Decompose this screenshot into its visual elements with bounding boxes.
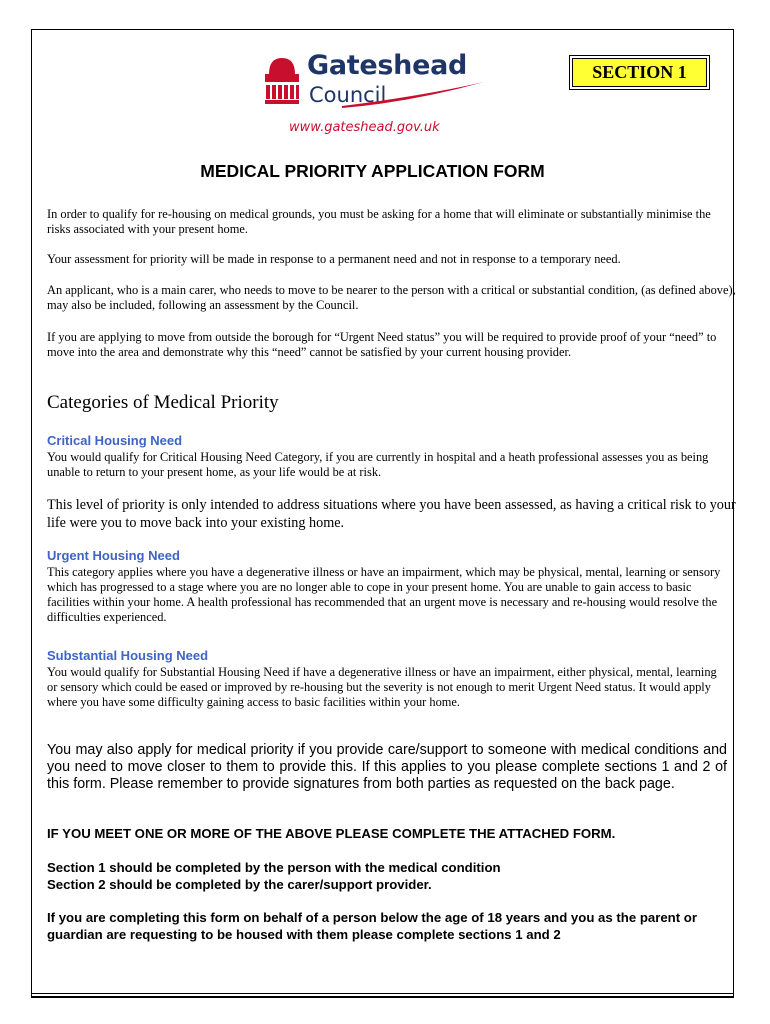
urgent-need-text: This category applies where you have a degenerative illness or have an impairment, which may be physical, mental, learning or sensory which has progressed to a stage where you are no longer able to cope in your present home. You are unable to gain access to basic facilities within your home. A health professional has recommended that an urgent move is necessary and re-housing would resolve the difficulties experienced.	[47, 565, 721, 624]
categories-heading: Categories of Medical Priority	[47, 392, 279, 413]
page-bottom-rule	[31, 993, 734, 998]
section2-instruction: Section 2 should be completed by the carer/support provider.	[47, 877, 432, 892]
urgent-need-heading: Urgent Housing Need	[47, 548, 180, 563]
intro-paragraph-4: If you are applying to move from outside the borough for “Urgent Need status” you will be required to provide proof of your “need” to move into the area and demonstrate why this “need” cannot be satisfied by your current housing provider.	[47, 330, 717, 359]
section1-instruction: Section 1 should be completed by the person with the medical condition	[47, 860, 501, 875]
intro-paragraph-3: An applicant, who is a main carer, who needs to move to be nearer to the person with a critical or substantial condition, (as defined above), may also be included, following an assessment by the Council.	[47, 283, 736, 312]
council-name-line1: Gateshead	[307, 50, 468, 81]
council-name-line2: Council	[309, 83, 387, 107]
complete-form-instruction: IF YOU MEET ONE OR MORE OF THE ABOVE PLEASE COMPLETE THE ATTACHED FORM.	[47, 826, 616, 841]
page-title: MEDICAL PRIORITY APPLICATION FORM	[200, 161, 545, 181]
critical-need-note: This level of priority is only intended to address situations where you have been assessed, as having a critical risk to your life were you to move back into your existing home.	[47, 497, 736, 531]
substantial-need-heading: Substantial Housing Need	[47, 648, 209, 663]
substantial-need-text: You would qualify for Substantial Housing Need if have a degenerative illness or have an impairment, either physical, mental, learning or sensory which could be eased or improved by re-housing but the severity is not enough to merit Urgent Need status. It would apply where you have some difficulty gaining access to basic facilities within your home.	[47, 665, 717, 709]
section-badge-label: SECTION 1	[572, 58, 707, 87]
section-badge	[569, 55, 710, 90]
logo-swoosh	[302, 82, 487, 112]
critical-need-heading: Critical Housing Need	[47, 433, 183, 448]
council-website[interactable]: www.gateshead.gov.uk	[289, 120, 440, 135]
intro-paragraph-2: Your assessment for priority will be made in response to a permanent need and not in response to a temporary need.	[47, 252, 621, 266]
intro-paragraph-1: In order to qualify for re-housing on medical grounds, you must be asking for a home that will eliminate or substantially minimise the risks associated with your present home.	[47, 207, 711, 236]
council-crest-icon	[262, 52, 302, 114]
critical-need-text: You would qualify for Critical Housing Need Category, if you are currently in hospital and a heath professional assesses you as being unable to return to your present home, as your life would be at risk.	[47, 450, 709, 479]
carer-paragraph: You may also apply for medical priority if you provide care/support to someone with medical conditions and you need to move closer to them to provide this. If this applies to you please complete sections 1 and 2 of this form. Please remember to provide signatures from both parties as requested on the back page.	[47, 742, 727, 792]
council-logo	[262, 50, 492, 142]
under-18-instruction: If you are completing this form on behalf of a person below the age of 18 years and you as the parent or guardian are requesting to be housed with them please complete sections 1 and 2	[47, 910, 697, 942]
